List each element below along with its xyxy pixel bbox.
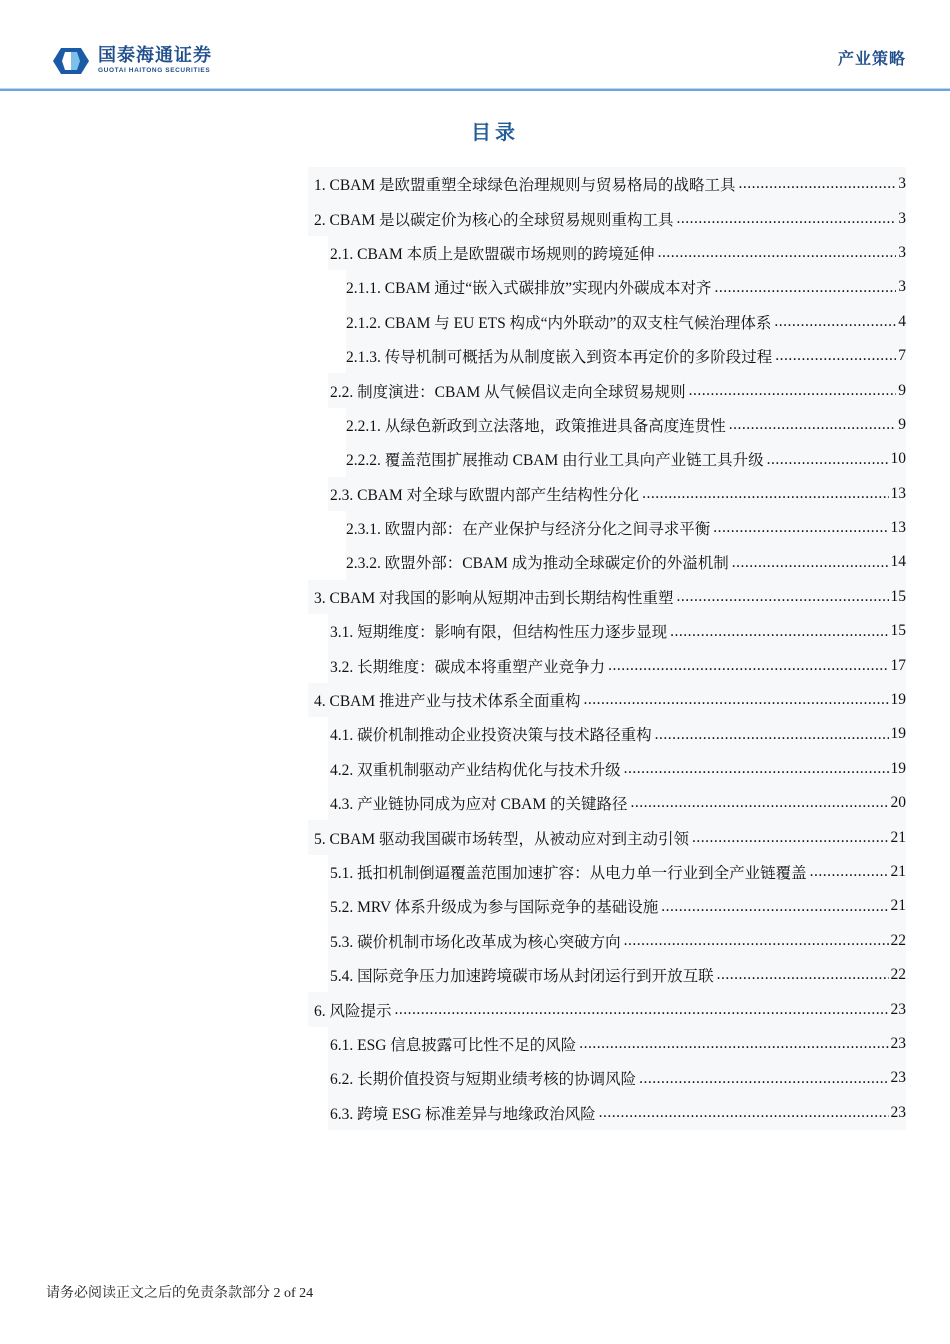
toc-leader-dots (715, 279, 897, 295)
toc-entry-label: 5.3. 碳价机制市场化改革成为核心突破方向 (330, 933, 621, 951)
toc-entry-label: 1. CBAM 是欧盟重塑全球绿色治理规则与贸易格局的战略工具 (314, 177, 736, 195)
toc-leader-dots (608, 657, 888, 673)
toc-title: 目录 (471, 120, 519, 144)
toc-entry-page: 3 (898, 278, 906, 296)
toc-leader-dots (624, 760, 889, 776)
toc-entry-page: 14 (890, 553, 906, 571)
toc-entry-page: 21 (890, 897, 906, 915)
toc-entry[interactable] (308, 167, 906, 201)
toc-entry[interactable] (308, 820, 906, 854)
toc-entry-label: 2.1.3. 传导机制可概括为从制度嵌入到资本再定价的多阶段过程 (346, 349, 773, 367)
toc-entry[interactable] (328, 1027, 906, 1061)
report-category: 产业策略 (837, 49, 906, 68)
toc-entry[interactable] (346, 511, 906, 545)
toc-entry-page: 23 (890, 1034, 906, 1052)
toc-leader-dots (655, 726, 889, 742)
toc-entry-label: 4.2. 双重机制驱动产业结构优化与技术升级 (330, 761, 621, 779)
toc-leader-dots (661, 898, 888, 914)
toc-entry-label: 5.4. 国际竞争压力加速跨境碳市场从封闭运行到开放互联 (330, 968, 714, 986)
toc-leader-dots (395, 1001, 889, 1017)
toc-entry-page: 19 (890, 691, 906, 709)
toc-entry[interactable] (308, 580, 906, 614)
toc-entry-page: 23 (890, 1103, 906, 1121)
toc-entry[interactable] (308, 201, 906, 235)
toc-entry-page: 21 (890, 828, 906, 846)
toc-entry[interactable] (328, 855, 906, 889)
toc-entry-page: 9 (898, 415, 906, 433)
toc-entry-label: 2.1.1. CBAM 通过“嵌入式碳排放”实现内外碳成本对齐 (346, 280, 712, 298)
toc-entry-page: 19 (890, 725, 906, 743)
toc-entry-label: 3.2. 长期维度：碳成本将重塑产业竞争力 (330, 658, 606, 676)
toc-entry-label: 2.3.1. 欧盟内部：在产业保护与经济分化之间寻求平衡 (346, 521, 711, 539)
toc-entry-label: 2.3. CBAM 对全球与欧盟内部产生结构性分化 (330, 486, 640, 504)
toc-entry-label: 6.1. ESG 信息披露可比性不足的风险 (330, 1036, 577, 1054)
toc-entry-page: 7 (898, 347, 906, 365)
toc-entry-page: 4 (898, 312, 906, 330)
toc-entry[interactable] (328, 958, 906, 992)
toc-entry-page: 19 (890, 759, 906, 777)
toc-leader-dots (670, 623, 888, 639)
toc-entry[interactable] (328, 477, 906, 511)
logo-mark-icon (52, 47, 90, 75)
toc-entry[interactable] (346, 545, 906, 579)
toc-entry-label: 5.2. MRV 体系升级成为参与国际竞争的基础设施 (330, 899, 659, 917)
toc-entry-page: 17 (890, 656, 906, 674)
toc-entry-page: 22 (890, 931, 906, 949)
page-header (0, 0, 950, 92)
logo-english-name: GUOTAI HAITONG SECURITIES (98, 67, 211, 74)
toc-leader-dots (677, 210, 897, 226)
toc-entry[interactable] (328, 717, 906, 751)
company-logo (52, 46, 212, 75)
toc-leader-dots (689, 382, 897, 398)
toc-leader-dots (624, 932, 889, 948)
toc-entry-label: 3.1. 短期维度：影响有限，但结构性压力逐步显现 (330, 624, 668, 642)
toc-entry-label: 2.1.2. CBAM 与 EU ETS 构成“内外联动”的双支柱气候治理体系 (346, 314, 772, 332)
toc-entry[interactable] (328, 1096, 906, 1130)
toc-entry-page: 23 (890, 1069, 906, 1087)
toc-entry[interactable] (346, 270, 906, 304)
toc-entry-label: 6.3. 跨境 ESG 标准差异与地缘政治风险 (330, 1105, 596, 1123)
toc-entry-page: 10 (890, 450, 906, 468)
toc-entry[interactable] (328, 648, 906, 682)
toc-leader-dots (642, 485, 888, 501)
toc-entry[interactable] (328, 614, 906, 648)
toc-entry-label: 2.1. CBAM 本质上是欧盟碳市场规则的跨境延伸 (330, 245, 655, 263)
toc-leader-dots (631, 794, 889, 810)
toc-entry-label: 3. CBAM 对我国的影响从短期冲击到长期结构性重塑 (314, 589, 674, 607)
disclaimer-text: 请务必阅读正文之后的免责条款部分 (46, 1286, 270, 1301)
toc-leader-dots (775, 347, 896, 363)
toc-entry-label: 5. CBAM 驱动我国碳市场转型，从被动应对到主动引领 (314, 830, 690, 848)
toc-entry[interactable] (346, 305, 906, 339)
toc-entry-page: 22 (890, 966, 906, 984)
toc-entry-label: 4.1. 碳价机制推动企业投资决策与技术路径重构 (330, 727, 652, 745)
toc-leader-dots (767, 451, 889, 467)
toc-entry[interactable] (308, 683, 906, 717)
toc-entry-page: 15 (890, 622, 906, 640)
toc-entry[interactable] (346, 339, 906, 373)
toc-entry[interactable] (328, 924, 906, 958)
toc-leader-dots (677, 588, 889, 604)
toc-leader-dots (579, 1035, 888, 1051)
page-footer (46, 1282, 313, 1302)
toc-entry-page: 9 (898, 381, 906, 399)
toc-entry-page: 21 (890, 863, 906, 880)
toc-leader-dots (639, 1070, 888, 1086)
toc-entry-label: 6. 风险提示 (314, 1002, 392, 1020)
toc-entry[interactable] (346, 408, 906, 442)
toc-entry-page: 20 (890, 794, 906, 812)
toc-entry-label: 2. CBAM 是以碳定价为核心的全球贸易规则重构工具 (314, 211, 674, 229)
toc-entry-label: 4.3. 产业链协同成为应对 CBAM 的关键路径 (330, 796, 628, 814)
toc-entry-label: 2.2.1. 从绿色新政到立法落地，政策推进具备高度连贯性 (346, 417, 726, 435)
toc-leader-dots (692, 829, 888, 845)
toc-leader-dots (810, 863, 889, 879)
header-divider (0, 88, 950, 91)
toc-entry-label: 5.1. 抵扣机制倒逼覆盖范围加速扩容：从电力单一行业到全产业链覆盖 (330, 865, 807, 882)
toc-entry-label: 6.2. 长期价值投资与短期业绩考核的协调风险 (330, 1071, 637, 1089)
toc-leader-dots (713, 519, 888, 535)
toc-leader-dots (717, 966, 889, 982)
toc-leader-dots (658, 244, 897, 260)
toc-entry-page: 3 (898, 175, 906, 193)
toc-entry[interactable] (328, 889, 906, 923)
logo-chinese-name: 国泰海通证券 (98, 45, 212, 66)
toc-leader-dots (774, 313, 896, 329)
toc-entry-page: 23 (890, 1000, 906, 1018)
toc-entry[interactable] (328, 786, 906, 820)
toc-entry-page: 3 (898, 209, 906, 227)
toc-entry-label: 2.2.2. 覆盖范围扩展推动 CBAM 由行业工具向产业链工具升级 (346, 452, 764, 470)
toc-entry-page: 3 (898, 243, 906, 261)
toc-entry-label: 2.3.2. 欧盟外部：CBAM 成为推动全球碳定价的外溢机制 (346, 555, 729, 573)
toc-entry[interactable] (328, 373, 906, 407)
toc-entry-page: 15 (890, 587, 906, 605)
toc-entry[interactable] (328, 236, 906, 270)
toc-entry[interactable] (346, 442, 906, 476)
page-number: 2 of 24 (273, 1286, 314, 1301)
toc-entry-label: 4. CBAM 推进产业与技术体系全面重构 (314, 693, 581, 711)
toc-leader-dots (732, 554, 889, 570)
toc-entry-label: 2.2. 制度演进：CBAM 从气候倡议走向全球贸易规则 (330, 383, 686, 401)
toc-entry[interactable] (328, 752, 906, 786)
toc-leader-dots (599, 1104, 889, 1120)
toc-entry-page: 13 (890, 519, 906, 537)
toc-leader-dots (584, 691, 889, 707)
toc-leader-dots (739, 175, 897, 191)
toc-entry-page: 13 (890, 484, 906, 502)
toc-entry[interactable] (328, 1061, 906, 1095)
toc-leader-dots (729, 416, 896, 432)
table-of-contents (308, 167, 906, 1130)
toc-entry[interactable] (308, 992, 906, 1026)
